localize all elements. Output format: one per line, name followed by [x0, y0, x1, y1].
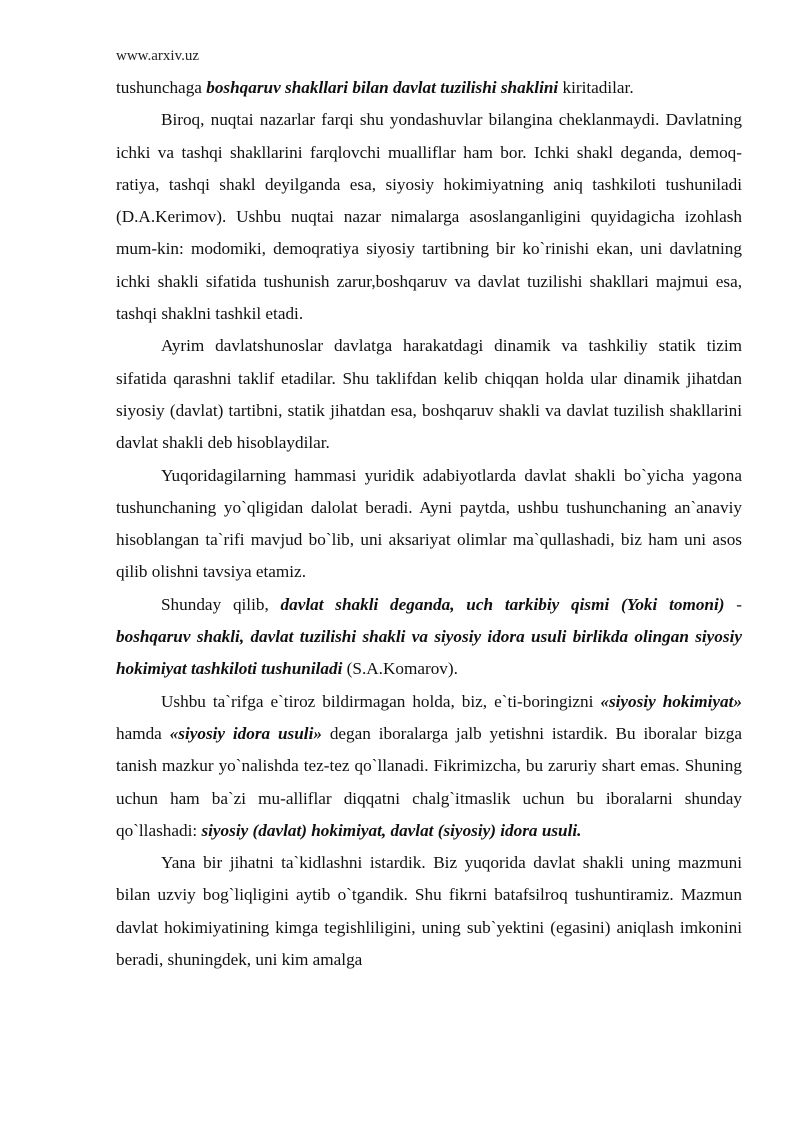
emphasized-text: boshqaruv shakllari bilan davlat tuzilishi shaklini — [206, 78, 559, 97]
paragraph — [116, 460, 742, 589]
body-text: Ushbu ta`rifga e`tiroz bildirmagan holda, biz, e`ti-boringizni — [161, 691, 601, 711]
paragraph — [116, 72, 742, 104]
body-text: Biroq, nuqtai nazarlar farqi shu yondashuvlar bilangina cheklanmaydi. Davlatning ichki va tashqi shakllarini farqlovchi mualliflar ham bor. Ichki shakl deganda, demoq-ratiya, tashqi shakl deyilganda esa, siyosiy hokimiyatning aniq tashkiloti tushuniladi (D.A.Kerimov). Ushbu nuqtai nazar nimalarga asoslanganligini quyidagicha izohlash mum-kin: modomiki, demoqratiya siyosiy tartibning bir ko`rinishi ekan, uni davlatning ichki shakli sifatida tushunish zarur,boshqaruv va davlat tuzilishi shakllari majmui esa, tashqi shaklni tashkil etadi. — [116, 110, 742, 324]
body-text: Yana bir jihatni ta`kidlashni istardik. Biz yuqorida davlat shakli uning mazmuni bilan uzviy bog`liqligini aytib o`tgandik. Shu fikrni batafsilroq tushuntiramiz. Mazmun davlat hokimiyatining kimga tegishliligini, uning sub`yektini (egasini) aniqlash imkonini beradi, shuningdek, uni kim amalga — [116, 853, 742, 970]
body-text: (S.A.Komarov). — [342, 659, 458, 679]
page-header-site: www.arxiv.uz — [116, 48, 200, 64]
paragraph — [116, 330, 742, 459]
paragraph — [116, 847, 742, 976]
body-text: Ayrim davlatshunoslar davlatga harakatdagi dinamik va tashkiliy statik tizim sifatida qarashni taklif etadilar. Shu taklifdan kelib chiqqan holda ular dinamik jihatdan siyosiy (davlat) tartibni, statik jihatdan esa, boshqaruv shakli va davlat tuzilish shakllarini davlat shakli deb hisoblaydilar. — [116, 336, 742, 453]
body-text: degan iboralarga jalb yetishni istardik. Bu iboralar bizga tanish mazkur yo`nalishda tez-tez qo`llanadi. Fikrimizcha, bu zaruriy shart emas. Shuning uchun ham ba`zi mu-alliflar diqqatni chalg`itmaslik uchun bu iboralarni shunday qo`llashadi: — [116, 723, 742, 840]
emphasized-text: siyosiy (davlat) hokimiyat, davlat (siyosiy) idora usuli. — [201, 820, 582, 840]
body-text: Shunday qilib, — [161, 594, 281, 614]
body-text: kiritadilar. — [558, 78, 634, 97]
emphasized-text: «siyosiy hokimiyat» — [600, 691, 742, 711]
paragraph — [116, 104, 742, 330]
body-text: Yuqoridagilarning hammasi yuridik adabiyotlarda davlat shakli bo`yicha yagona tushunchaning yo`qligidan dalolat beradi. Ayni paytda, ushbu tushunchaning an`anaviy hisoblangan ta`rifi mavjud bo`lib, uni aksariyat olimlar ma`qullashadi, biz ham uni asos qilib olishni tavsiya etamiz. — [116, 465, 742, 582]
body-text: - — [724, 594, 742, 614]
body-text: tushunchaga — [116, 78, 207, 97]
body-text: hamda — [116, 723, 170, 743]
paragraph — [116, 686, 742, 847]
paragraph — [116, 589, 742, 686]
emphasized-text: boshqaruv shakli, davlat tuzilishi shakli va siyosiy idora usuli birlikda olingan siyosiy hokimiyat tashkiloti tushuniladi — [116, 627, 742, 679]
document-body — [116, 72, 742, 976]
emphasized-text: «siyosiy idora usuli» — [169, 723, 322, 743]
emphasized-text: davlat shakli deganda, uch tarkibiy qismi (Yoki tomoni) — [280, 594, 725, 614]
